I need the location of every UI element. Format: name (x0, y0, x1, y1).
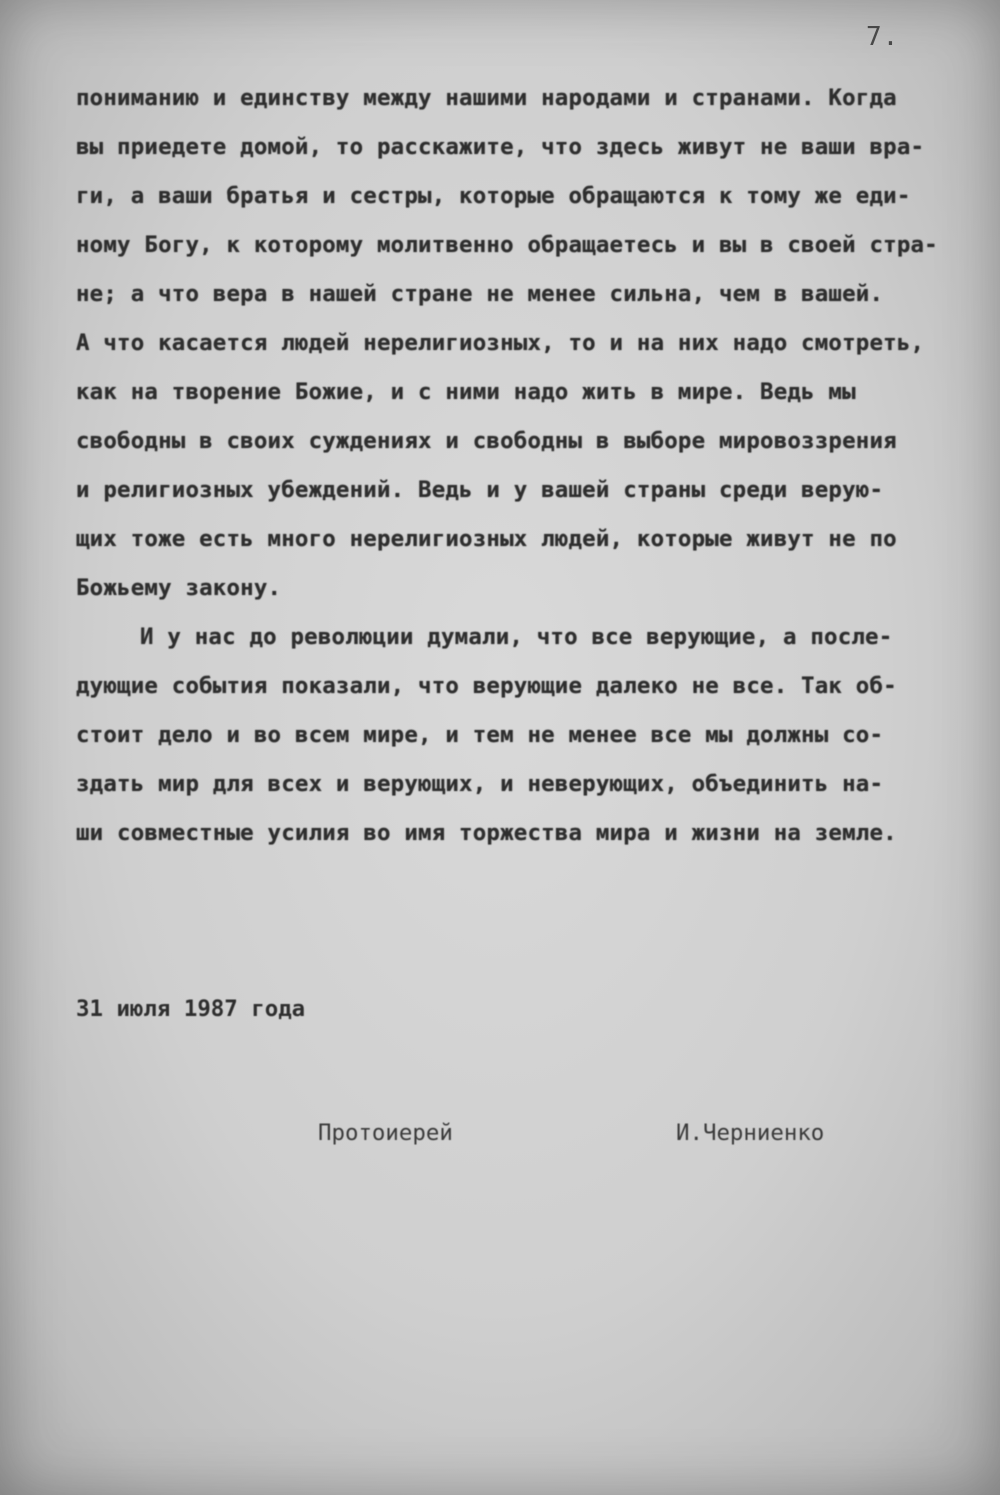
text-line: А что касается людей нерелигиозных, то и на них надо смотреть, (76, 330, 925, 356)
text-line: ши совместные усилия во имя торжества мира и жизни на земле. (76, 820, 897, 846)
signature-name: И.Черниенко (676, 1120, 825, 1146)
text-line: дующие события показали, что верующие далеко не все. Так об- (76, 673, 897, 699)
document-date: 31 июля 1987 года (76, 996, 306, 1022)
text-line: пониманию и единству между нашими народами и странами. Когда (76, 85, 897, 111)
text-line: здать мир для всех и верующих, и неверующих, объединить на- (76, 771, 884, 797)
text-line: и религиозных убеждений. Ведь и у вашей страны среди верую- (76, 477, 884, 503)
text-line: ному Богу, к которому молитвенно обращаетесь и вы в своей стра- (76, 232, 938, 258)
text-line: вы приедете домой, то расскажите, что здесь живут не ваши вра- (76, 134, 925, 160)
text-line: свободны в своих суждениях и свободны в выборе мировоззрения (76, 428, 897, 454)
text-line: Божьему закону. (76, 575, 282, 601)
text-line: щих тоже есть много нерелигиозных людей, которые живут не по (76, 526, 897, 552)
page-number: 7. (866, 22, 900, 52)
text-line: как на творение Божие, и с ними надо жить в мире. Ведь мы (76, 379, 856, 405)
text-line: не; а что вера в нашей стране не менее сильна, чем в вашей. (76, 281, 884, 307)
signature-title: Протоиерей (318, 1120, 453, 1146)
text-line-indented: И у нас до революции думали, что все верующие, а после- (140, 624, 893, 650)
text-line: ги, а ваши братья и сестры, которые обращаются к тому же еди- (76, 183, 911, 209)
text-line: стоит дело и во всем мире, и тем не менее все мы должны со- (76, 722, 884, 748)
